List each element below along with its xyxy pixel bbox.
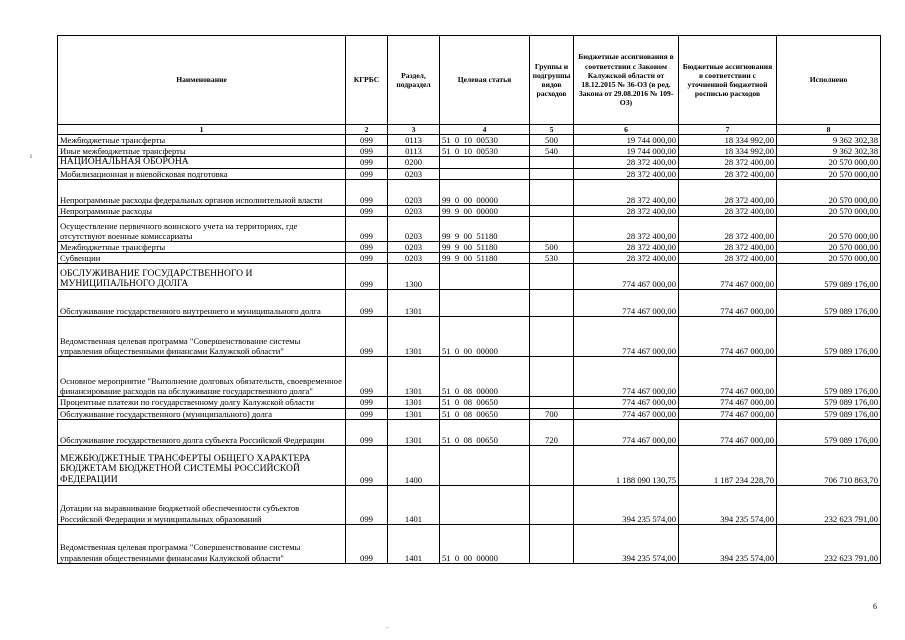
row-kgrbs: 099 [346,357,388,397]
row-refined: 28 372 400,00 [679,242,777,253]
row-section: 0203 [388,205,440,216]
row-target [440,485,530,524]
table-row [58,419,881,445]
row-law: 28 372 400,00 [574,168,679,179]
row-name: Дотации на выравнивание бюджетной обеспеченности субъектов Российской Федерации и муниципальных образований [58,485,346,524]
column-number-row [58,125,881,135]
row-law: 774 467 000,00 [574,264,679,290]
row-law: 19 744 000,00 [574,135,679,146]
row-name: Межбюджетные трансферты [58,135,346,146]
row-law: 774 467 000,00 [574,290,679,317]
col-number: 4 [440,125,530,135]
row-refined: 774 467 000,00 [679,317,777,357]
table-row [58,253,881,264]
row-done: 9 362 302,38 [777,146,881,157]
row-kgrbs: 099 [346,408,388,419]
header-row [58,36,881,125]
row-done: 579 089 176,00 [777,357,881,397]
row-name: НАЦИОНАЛЬНАЯ ОБОРОНА [58,157,346,168]
row-name: Обслуживание государственного (муниципального) долга [58,408,346,419]
row-refined: 774 467 000,00 [679,264,777,290]
row-kgrbs: 099 [346,524,388,563]
row-kgrbs: 099 [346,419,388,445]
header-name: Наименование [58,36,346,125]
row-done: 20 570 000,00 [777,242,881,253]
row-law: 28 372 400,00 [574,242,679,253]
row-group [530,264,574,290]
row-target [440,445,530,485]
row-kgrbs: 099 [346,485,388,524]
row-name: Иные межбюджетные трансферты [58,146,346,157]
row-target: 51 0 00 00000 [440,317,530,357]
header-kgrbs: КГРБС [346,36,388,125]
row-section: 0203 [388,253,440,264]
row-group: 530 [530,253,574,264]
row-refined: 774 467 000,00 [679,419,777,445]
col-number: 3 [388,125,440,135]
row-refined: 28 372 400,00 [679,179,777,205]
row-kgrbs: 099 [346,168,388,179]
row-group: 540 [530,146,574,157]
row-done: 579 089 176,00 [777,290,881,317]
row-kgrbs: 099 [346,205,388,216]
table-row [58,179,881,205]
row-section: 0203 [388,242,440,253]
row-target: 51 0 08 00650 [440,419,530,445]
row-section: 1301 [388,317,440,357]
row-done: 20 570 000,00 [777,168,881,179]
row-done: 20 570 000,00 [777,179,881,205]
table-row [58,264,881,290]
row-refined: 28 372 400,00 [679,253,777,264]
row-kgrbs: 099 [346,157,388,168]
row-kgrbs: 099 [346,445,388,485]
row-law: 394 235 574,00 [574,524,679,563]
header-target: Целевая статья [440,36,530,125]
row-target: 51 0 00 00000 [440,524,530,563]
col-number: 2 [346,125,388,135]
col-number: 1 [58,125,346,135]
row-kgrbs: 099 [346,242,388,253]
table-row [58,146,881,157]
row-kgrbs: 099 [346,135,388,146]
row-section: 1301 [388,290,440,317]
row-group [530,445,574,485]
row-group [530,205,574,216]
row-refined: 774 467 000,00 [679,357,777,397]
row-name: МЕЖБЮДЖЕТНЫЕ ТРАНСФЕРТЫ ОБЩЕГО ХАРАКТЕРА БЮДЖЕТАМ БЮДЖЕТНОЙ СИСТЕМЫ РОССИЙСКОЙ ФЕДЕРАЦИИ [58,445,346,485]
header-refined: Бюджетные ассигнования в соответствии с уточненной бюджетной росписью расходов [679,36,777,125]
row-done: 20 570 000,00 [777,217,881,242]
row-name: Основное мероприятие "Выполнение долговых обязательств, своевременное финансирование расходов на обслуживание государственного долга" [58,357,346,397]
row-name: Обслуживание государственного долга субъекта Российской Федерации [58,419,346,445]
row-name: Непрограммные расходы [58,205,346,216]
table-row [58,357,881,397]
row-section: 1301 [388,408,440,419]
row-kgrbs: 099 [346,290,388,317]
row-kgrbs: 099 [346,264,388,290]
row-kgrbs: 099 [346,253,388,264]
row-refined: 394 235 574,00 [679,524,777,563]
row-refined: 18 334 992,00 [679,146,777,157]
row-target: 99 0 00 00000 [440,179,530,205]
row-kgrbs: 099 [346,317,388,357]
row-group: 720 [530,419,574,445]
row-name: Непрограммные расходы федеральных органов исполнительной власти [58,179,346,205]
row-section: 0113 [388,146,440,157]
row-group: 700 [530,408,574,419]
row-section: 1400 [388,445,440,485]
row-target: 51 0 10 00530 [440,146,530,157]
row-kgrbs: 099 [346,217,388,242]
row-section: 0203 [388,168,440,179]
row-section: 1301 [388,419,440,445]
table-row [58,408,881,419]
col-number: 8 [777,125,881,135]
row-target [440,157,530,168]
row-name: Межбюджетные трансферты [58,242,346,253]
row-law: 1 188 090 130,75 [574,445,679,485]
row-done: 9 362 302,38 [777,135,881,146]
table-row [58,168,881,179]
row-section: 1300 [388,264,440,290]
row-target: 51 0 08 00650 [440,408,530,419]
table-row [58,242,881,253]
row-target: 51 0 08 00000 [440,357,530,397]
row-done: 579 089 176,00 [777,408,881,419]
row-target: 99 9 00 51180 [440,253,530,264]
row-name: Процентные платежи по государственному долгу Калужской области [58,397,346,408]
row-law: 774 467 000,00 [574,397,679,408]
row-section: 0203 [388,179,440,205]
row-refined: 28 372 400,00 [679,168,777,179]
table-row [58,205,881,216]
table-row [58,290,881,317]
row-done: 579 089 176,00 [777,397,881,408]
row-law: 774 467 000,00 [574,357,679,397]
row-refined: 774 467 000,00 [679,397,777,408]
row-group [530,217,574,242]
row-refined: 774 467 000,00 [679,408,777,419]
row-refined: 18 334 992,00 [679,135,777,146]
table-row [58,217,881,242]
row-group [530,168,574,179]
row-section: 0200 [388,157,440,168]
row-refined: 1 187 234 228,70 [679,445,777,485]
row-done: 20 570 000,00 [777,205,881,216]
table-row [58,485,881,524]
row-group [530,317,574,357]
row-section: 0203 [388,217,440,242]
row-done: 579 089 176,00 [777,317,881,357]
row-name: Ведомственная целевая программа "Совершенствование системы управления общественными финансами Калужской области" [58,317,346,357]
row-target: 99 9 00 00000 [440,205,530,216]
row-target [440,264,530,290]
row-name: Субвенции [58,253,346,264]
row-group [530,485,574,524]
scan-mark: · [386,624,389,632]
row-group [530,290,574,317]
row-done: 579 089 176,00 [777,419,881,445]
row-done: 232 623 791,00 [777,524,881,563]
header-law: Бюджетные ассигнования в соответствии с Законом Калужской области от 18.12.2015 № 36-ОЗ (в ред. Закона от 29.08.2016 № 109-ОЗ) [574,36,679,125]
col-number: 5 [530,125,574,135]
row-section: 1401 [388,485,440,524]
row-name: ОБСЛУЖИВАНИЕ ГОСУДАРСТВЕННОГО И МУНИЦИПАЛЬНОГО ДОЛГА [58,264,346,290]
row-target: 99 9 00 51180 [440,242,530,253]
row-refined: 28 372 400,00 [679,157,777,168]
table-row [58,524,881,563]
row-section: 0113 [388,135,440,146]
row-name: Ведомственная целевая программа "Совершенствование системы управления общественными финансами Калужской области" [58,524,346,563]
header-section: Раздел, подраздел [388,36,440,125]
col-number: 6 [574,125,679,135]
page-number: 6 [873,602,877,611]
row-group [530,524,574,563]
header-done: Исполнено [777,36,881,125]
table-row [58,317,881,357]
row-target [440,290,530,317]
row-name: Обслуживание государственного внутреннего и муниципального долга [58,290,346,317]
row-law: 19 744 000,00 [574,146,679,157]
row-law: 774 467 000,00 [574,408,679,419]
budget-table [57,35,881,564]
row-done: 232 623 791,00 [777,485,881,524]
row-group [530,357,574,397]
row-group [530,397,574,408]
row-target: 51 0 10 00530 [440,135,530,146]
header-groups: Группы и подгруппы видов расходов [530,36,574,125]
row-law: 28 372 400,00 [574,157,679,168]
row-refined: 28 372 400,00 [679,217,777,242]
row-refined: 774 467 000,00 [679,290,777,317]
row-law: 28 372 400,00 [574,205,679,216]
row-refined: 28 372 400,00 [679,205,777,216]
row-law: 28 372 400,00 [574,217,679,242]
row-done: 20 570 000,00 [777,157,881,168]
row-done: 706 710 863,70 [777,445,881,485]
row-kgrbs: 099 [346,146,388,157]
row-law: 774 467 000,00 [574,317,679,357]
row-group [530,179,574,205]
table-row [58,445,881,485]
row-name: Осуществление первичного воинского учета на территориях, где отсутствуют военные комиссариаты [58,217,346,242]
row-target: 99 9 00 51180 [440,217,530,242]
row-law: 774 467 000,00 [574,419,679,445]
row-done: 579 089 176,00 [777,264,881,290]
row-group: 500 [530,242,574,253]
row-kgrbs: 099 [346,179,388,205]
row-kgrbs: 099 [346,397,388,408]
row-law: 28 372 400,00 [574,179,679,205]
table-row [58,397,881,408]
col-number: 7 [679,125,777,135]
row-done: 20 570 000,00 [777,253,881,264]
row-refined: 394 235 574,00 [679,485,777,524]
row-target: 51 0 08 00650 [440,397,530,408]
row-group [530,157,574,168]
row-section: 1301 [388,397,440,408]
row-target [440,168,530,179]
row-section: 1301 [388,357,440,397]
row-group: 500 [530,135,574,146]
table-row [58,135,881,146]
scan-mark: ı [30,152,32,160]
row-name: Мобилизационная и вневойсковая подготовка [58,168,346,179]
row-law: 394 235 574,00 [574,485,679,524]
row-law: 28 372 400,00 [574,253,679,264]
table-row [58,157,881,168]
row-section: 1401 [388,524,440,563]
